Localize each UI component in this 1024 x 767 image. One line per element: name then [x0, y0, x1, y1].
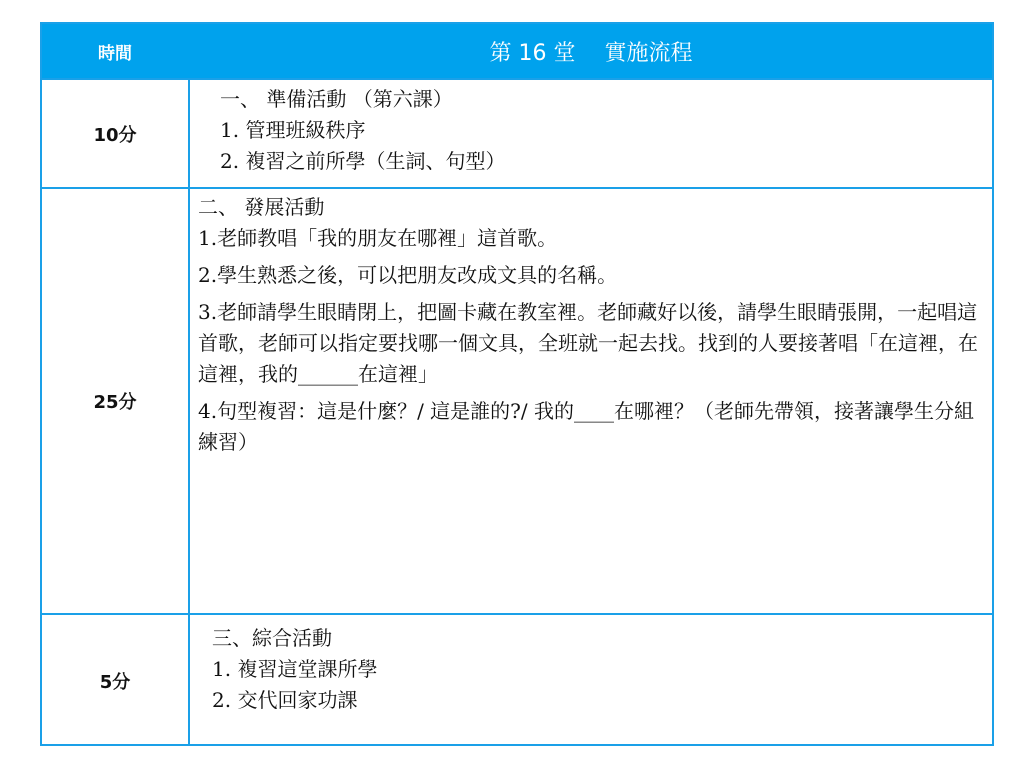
list-item: 1. 管理班級秩序: [220, 118, 366, 142]
time-cell-development: 25分: [93, 392, 137, 413]
section-heading: 一、 準備活動 （第六課）: [220, 87, 453, 111]
header-lesson-title: 第 16 堂 實施流程: [489, 40, 693, 66]
lesson-plan-table: [40, 22, 994, 746]
content-cell-wrapup: [198, 623, 986, 716]
header-time-label: 時間: [98, 43, 132, 64]
list-item: 3.老師請學生眼睛閉上，把圖卡藏在教室裡。老師藏好以後，請學生眼睛張開，一起唱這首歌，老師可以指定要找哪一個文具，全班就一起去找。找到的人要接著唱「在這裡，在這裡，我的______在這裡」: [198, 300, 978, 386]
list-item: 1.老師教唱「我的朋友在哪裡」這首歌。: [198, 226, 558, 250]
content-cell-development: [198, 192, 986, 458]
time-cell-wrapup: 5分: [99, 671, 131, 693]
content-cell-prep: [198, 84, 986, 177]
list-item: 4.句型複習：這是什麼？/ 這是誰的?/ 我的____在哪裡？（老師先帶領，接著讓學生分組練習）: [198, 399, 974, 454]
list-item: 2.學生熟悉之後，可以把朋友改成文具的名稱。: [198, 263, 618, 287]
column-divider: [188, 78, 190, 746]
list-item: 2. 交代回家功課: [212, 688, 358, 712]
section-heading: 三、綜合活動: [212, 626, 332, 650]
list-item: 1. 複習這堂課所學: [212, 657, 378, 681]
table-header-row: [42, 24, 992, 80]
section-heading: 二、 發展活動: [198, 195, 325, 219]
time-cell-prep: 10分: [93, 124, 137, 146]
list-item: 2. 複習之前所學（生詞、句型）: [220, 149, 506, 173]
